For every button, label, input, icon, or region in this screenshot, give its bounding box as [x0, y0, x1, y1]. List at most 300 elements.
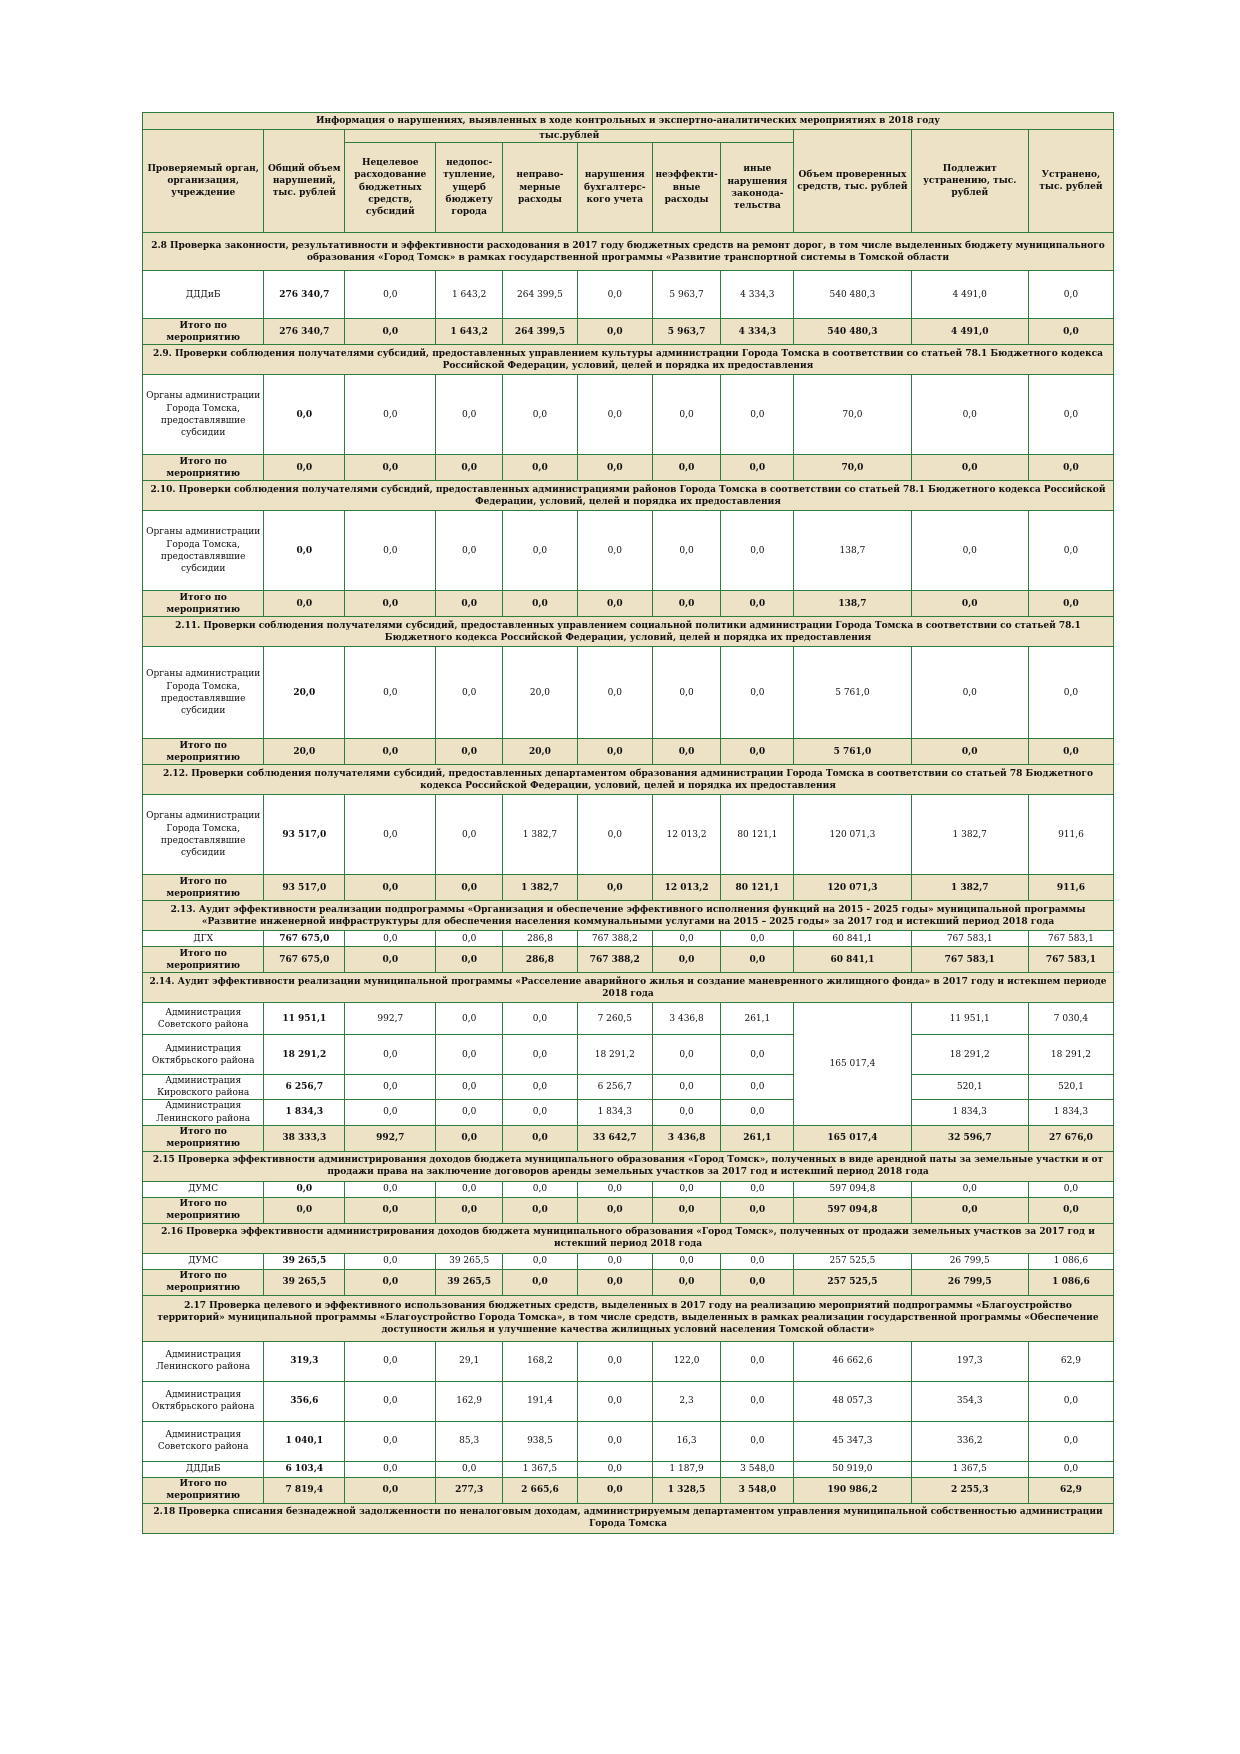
value-checked: 45 347,3	[794, 1421, 911, 1461]
value-fixed: 0,0	[1028, 511, 1113, 591]
value-improper: 191,4	[503, 1381, 578, 1421]
value-fixed: 911,6	[1028, 795, 1113, 875]
value-shortfall: 0,0	[436, 795, 503, 875]
value-total: 1 040,1	[264, 1421, 345, 1461]
section-header-row	[143, 1503, 1114, 1533]
value-shortfall: 85,3	[436, 1421, 503, 1461]
value-misuse: 0,0	[345, 511, 436, 591]
section-header-row	[143, 233, 1114, 271]
value-accounting: 0,0	[577, 875, 652, 901]
value-ineffective: 3 436,8	[652, 1003, 721, 1035]
value-ineffective: 0,0	[652, 1253, 721, 1269]
value-total: 767 675,0	[264, 947, 345, 973]
total-row	[143, 947, 1114, 973]
value-fixed: 0,0	[1028, 1461, 1113, 1477]
value-checked: 5 761,0	[794, 739, 911, 765]
value-ineffective: 0,0	[652, 375, 721, 455]
value-fixed: 1 086,6	[1028, 1269, 1113, 1295]
value-ineffective: 0,0	[652, 1181, 721, 1197]
value-checked: 138,7	[794, 511, 911, 591]
value-to-fix: 11 951,1	[911, 1003, 1028, 1035]
value-accounting: 0,0	[577, 1461, 652, 1477]
value-shortfall: 0,0	[436, 1461, 503, 1477]
value-to-fix: 18 291,2	[911, 1035, 1028, 1075]
value-improper: 0,0	[503, 1197, 578, 1223]
value-accounting: 33 642,7	[577, 1125, 652, 1151]
value-misuse: 0,0	[345, 1269, 436, 1295]
table-row	[143, 1075, 1114, 1100]
table-row	[143, 1461, 1114, 1477]
value-misuse: 0,0	[345, 1100, 436, 1125]
value-accounting: 0,0	[577, 1341, 652, 1381]
value-accounting: 0,0	[577, 647, 652, 739]
value-shortfall: 39 265,5	[436, 1269, 503, 1295]
section-title: 2.16 Проверка эффективности администрирования доходов бюджета муниципального образования «Город Томск», полученных от продажи земельных участков за 2017 год и истекший период 2018 года	[143, 1223, 1114, 1253]
table-row	[143, 1253, 1114, 1269]
value-ineffective: 3 436,8	[652, 1125, 721, 1151]
value-other: 80 121,1	[721, 795, 794, 875]
value-misuse: 0,0	[345, 1075, 436, 1100]
value-total: 93 517,0	[264, 795, 345, 875]
value-other: 0,0	[721, 1035, 794, 1075]
value-checked: 70,0	[794, 455, 911, 481]
org-cell: Администрация Октябрьского района	[143, 1035, 264, 1075]
section-header-row	[143, 1223, 1114, 1253]
value-total: 319,3	[264, 1341, 345, 1381]
violations-report	[142, 112, 1114, 1534]
value-to-fix: 0,0	[911, 1197, 1028, 1223]
table-row	[143, 1341, 1114, 1381]
section-title: 2.15 Проверка эффективности администрирования доходов бюджета муниципального образования «Город Томск», полученных в виде арендной паты за земельные участки и от продажи права на заключение договоров аренды земельных участков за 2017 год и истекший период 2018 года	[143, 1151, 1114, 1181]
value-fixed: 911,6	[1028, 875, 1113, 901]
value-fixed: 1 086,6	[1028, 1253, 1113, 1269]
value-improper: 0,0	[503, 455, 578, 481]
value-total: 6 256,7	[264, 1075, 345, 1100]
value-misuse: 0,0	[345, 931, 436, 947]
value-misuse: 0,0	[345, 1461, 436, 1477]
value-shortfall: 0,0	[436, 455, 503, 481]
value-ineffective: 0,0	[652, 739, 721, 765]
table-title: Информация о нарушениях, выявленных в ходе контрольных и экспертно-аналитических мероприятиях в 2018 году	[143, 113, 1114, 130]
table-row	[143, 1381, 1114, 1421]
value-accounting: 0,0	[577, 591, 652, 617]
value-other: 3 548,0	[721, 1461, 794, 1477]
total-row	[143, 455, 1114, 481]
value-ineffective: 0,0	[652, 1075, 721, 1100]
section-header-row	[143, 481, 1114, 511]
value-total: 767 675,0	[264, 931, 345, 947]
section-title: 2.8 Проверка законности, результативности и эффективности расходования в 2017 году бюджетных средств на ремонт дорог, в том числе выделенных бюджету муниципального образования «Город Томск» в рамках государственной программы «Развитие транспортной системы в Томской области	[143, 233, 1114, 271]
value-shortfall: 0,0	[436, 875, 503, 901]
value-ineffective: 0,0	[652, 511, 721, 591]
value-ineffective: 122,0	[652, 1341, 721, 1381]
value-total: 0,0	[264, 591, 345, 617]
value-improper: 0,0	[503, 1075, 578, 1100]
value-ineffective: 16,3	[652, 1421, 721, 1461]
value-to-fix: 0,0	[911, 375, 1028, 455]
col-header-ineffective: неэффекти-вные расходы	[652, 143, 721, 233]
value-to-fix: 4 491,0	[911, 271, 1028, 319]
col-header-misuse: Нецелевое расходование бюджетных средств, субсидий	[345, 143, 436, 233]
value-shortfall: 0,0	[436, 647, 503, 739]
value-total: 0,0	[264, 1181, 345, 1197]
value-accounting: 0,0	[577, 375, 652, 455]
value-total: 6 103,4	[264, 1461, 345, 1477]
value-shortfall: 0,0	[436, 1125, 503, 1151]
value-shortfall: 0,0	[436, 1197, 503, 1223]
table-row	[143, 931, 1114, 947]
value-shortfall: 0,0	[436, 1003, 503, 1035]
org-cell: Администрация Кировского района	[143, 1075, 264, 1100]
value-accounting: 6 256,7	[577, 1075, 652, 1100]
total-row	[143, 1125, 1114, 1151]
value-ineffective: 0,0	[652, 455, 721, 481]
value-to-fix: 520,1	[911, 1075, 1028, 1100]
value-fixed: 0,0	[1028, 591, 1113, 617]
value-improper: 1 367,5	[503, 1461, 578, 1477]
value-accounting: 18 291,2	[577, 1035, 652, 1075]
value-accounting: 0,0	[577, 1181, 652, 1197]
value-accounting: 767 388,2	[577, 947, 652, 973]
value-misuse: 0,0	[345, 1197, 436, 1223]
org-cell: ДУМС	[143, 1253, 264, 1269]
section-title: 2.10. Проверки соблюдения получателями субсидий, предоставленных администрациями районов Города Томска в соответствии со статьей 78.1 Бюджетного кодекса Российской Федерации, условий, целей и порядка их предоставления	[143, 481, 1114, 511]
value-other: 0,0	[721, 1253, 794, 1269]
org-cell: ДДДиБ	[143, 1461, 264, 1477]
value-ineffective: 5 963,7	[652, 271, 721, 319]
table-row	[143, 647, 1114, 739]
table-row	[143, 511, 1114, 591]
value-to-fix: 1 382,7	[911, 875, 1028, 901]
value-accounting: 1 834,3	[577, 1100, 652, 1125]
value-fixed: 1 834,3	[1028, 1100, 1113, 1125]
value-fixed: 0,0	[1028, 1421, 1113, 1461]
value-misuse: 0,0	[345, 1477, 436, 1503]
value-checked: 138,7	[794, 591, 911, 617]
value-misuse: 0,0	[345, 375, 436, 455]
value-total: 20,0	[264, 739, 345, 765]
value-total: 276 340,7	[264, 319, 345, 345]
checked-volume-merged-cell: 165 017,4	[794, 1003, 911, 1126]
value-to-fix: 0,0	[911, 739, 1028, 765]
value-to-fix: 0,0	[911, 647, 1028, 739]
value-ineffective: 0,0	[652, 1269, 721, 1295]
value-ineffective: 5 963,7	[652, 319, 721, 345]
value-improper: 286,8	[503, 947, 578, 973]
value-ineffective: 0,0	[652, 931, 721, 947]
org-cell: ДГХ	[143, 931, 264, 947]
value-checked: 46 662,6	[794, 1341, 911, 1381]
value-other: 0,0	[721, 455, 794, 481]
table-row	[143, 375, 1114, 455]
value-misuse: 0,0	[345, 795, 436, 875]
value-to-fix: 767 583,1	[911, 931, 1028, 947]
org-cell: ДУМС	[143, 1181, 264, 1197]
value-other: 261,1	[721, 1003, 794, 1035]
section-title: 2.11. Проверки соблюдения получателями субсидий, предоставленных управлением социальной политики администрации Города Томска в соответствии со статьей 78.1 Бюджетного кодекса Российской Федерации, условий, целей и порядка их предоставления	[143, 617, 1114, 647]
value-shortfall: 277,3	[436, 1477, 503, 1503]
value-misuse: 0,0	[345, 1341, 436, 1381]
value-checked: 5 761,0	[794, 647, 911, 739]
value-fixed: 520,1	[1028, 1075, 1113, 1100]
value-total: 0,0	[264, 455, 345, 481]
value-total: 0,0	[264, 1197, 345, 1223]
value-accounting: 0,0	[577, 271, 652, 319]
value-improper: 0,0	[503, 1253, 578, 1269]
org-cell: Администрация Советского района	[143, 1003, 264, 1035]
table-row	[143, 1421, 1114, 1461]
value-shortfall: 1 643,2	[436, 319, 503, 345]
org-cell: Администрация Ленинского района	[143, 1100, 264, 1125]
value-improper: 938,5	[503, 1421, 578, 1461]
section-header-row	[143, 765, 1114, 795]
value-misuse: 0,0	[345, 1253, 436, 1269]
value-improper: 0,0	[503, 1035, 578, 1075]
org-cell: Органы администрации Города Томска, предоставлявшие субсидии	[143, 795, 264, 875]
value-accounting: 0,0	[577, 1253, 652, 1269]
value-ineffective: 0,0	[652, 1197, 721, 1223]
org-cell: Итого по мероприятию	[143, 739, 264, 765]
table-row	[143, 1100, 1114, 1125]
section-title: 2.12. Проверки соблюдения получателями субсидий, предоставленных департаментом образования администрации Города Томска в соответствии со статьей 78 Бюджетного кодекса Российской Федерации, условий, целей и порядка их предоставления	[143, 765, 1114, 795]
col-header-improper: неправо-мерные расходы	[503, 143, 578, 233]
value-total: 20,0	[264, 647, 345, 739]
value-ineffective: 12 013,2	[652, 875, 721, 901]
total-row	[143, 1269, 1114, 1295]
value-to-fix: 0,0	[911, 591, 1028, 617]
value-improper: 0,0	[503, 591, 578, 617]
value-fixed: 62,9	[1028, 1341, 1113, 1381]
section-title: 2.14. Аудит эффективности реализации муниципальной программы «Расселение аварийного жилья и создание маневренного жилищного фонда» в 2017 году и истекшем периоде 2018 года	[143, 973, 1114, 1003]
value-improper: 0,0	[503, 1100, 578, 1125]
value-other: 0,0	[721, 647, 794, 739]
value-improper: 286,8	[503, 931, 578, 947]
value-misuse: 0,0	[345, 319, 436, 345]
value-checked: 257 525,5	[794, 1269, 911, 1295]
value-accounting: 0,0	[577, 511, 652, 591]
value-misuse: 0,0	[345, 739, 436, 765]
value-total: 38 333,3	[264, 1125, 345, 1151]
value-shortfall: 29,1	[436, 1341, 503, 1381]
value-ineffective: 0,0	[652, 1100, 721, 1125]
value-improper: 0,0	[503, 511, 578, 591]
value-ineffective: 12 013,2	[652, 795, 721, 875]
value-fixed: 0,0	[1028, 647, 1113, 739]
value-fixed: 7 030,4	[1028, 1003, 1113, 1035]
total-row	[143, 875, 1114, 901]
value-checked: 60 841,1	[794, 931, 911, 947]
value-improper: 0,0	[503, 1181, 578, 1197]
value-shortfall: 0,0	[436, 1100, 503, 1125]
value-fixed: 0,0	[1028, 1181, 1113, 1197]
col-header-other: иные нарушения законода-тельства	[721, 143, 794, 233]
section-header-row	[143, 345, 1114, 375]
section-title: 2.18 Проверка списания безнадежной задолженности по неналоговым доходам, администрируемым департаментом управления муниципальной собственностью администрации Города Томска	[143, 1503, 1114, 1533]
units-label: тыс.рублей	[345, 130, 794, 143]
org-cell: Органы администрации Города Томска, предоставлявшие субсидии	[143, 375, 264, 455]
value-checked: 597 094,8	[794, 1197, 911, 1223]
value-shortfall: 0,0	[436, 931, 503, 947]
org-cell: Органы администрации Города Томска, предоставлявшие субсидии	[143, 511, 264, 591]
value-total: 39 265,5	[264, 1269, 345, 1295]
col-header-fixed: Устранено, тыс. рублей	[1028, 130, 1113, 233]
section-header-row	[143, 1151, 1114, 1181]
table-row	[143, 1035, 1114, 1075]
value-improper: 1 382,7	[503, 875, 578, 901]
value-misuse: 0,0	[345, 647, 436, 739]
value-other: 0,0	[721, 1197, 794, 1223]
org-cell: Итого по мероприятию	[143, 319, 264, 345]
org-cell: Итого по мероприятию	[143, 1125, 264, 1151]
value-misuse: 0,0	[345, 1035, 436, 1075]
col-header-total: Общий объем нарушений, тыс. рублей	[264, 130, 345, 233]
value-improper: 0,0	[503, 375, 578, 455]
value-other: 0,0	[721, 511, 794, 591]
value-checked: 190 986,2	[794, 1477, 911, 1503]
value-other: 0,0	[721, 1381, 794, 1421]
value-improper: 1 382,7	[503, 795, 578, 875]
value-shortfall: 0,0	[436, 1075, 503, 1100]
value-improper: 2 665,6	[503, 1477, 578, 1503]
value-ineffective: 0,0	[652, 1035, 721, 1075]
value-other: 0,0	[721, 931, 794, 947]
col-header-checked: Объем проверенных средств, тыс. рублей	[794, 130, 911, 233]
value-other: 0,0	[721, 375, 794, 455]
value-other: 0,0	[721, 1075, 794, 1100]
total-row	[143, 1197, 1114, 1223]
value-checked: 540 480,3	[794, 271, 911, 319]
value-checked: 120 071,3	[794, 795, 911, 875]
col-header-org: Проверяемый орган, организация, учреждение	[143, 130, 264, 233]
value-improper: 168,2	[503, 1341, 578, 1381]
value-other: 0,0	[721, 947, 794, 973]
value-misuse: 992,7	[345, 1003, 436, 1035]
value-improper: 0,0	[503, 1125, 578, 1151]
value-to-fix: 767 583,1	[911, 947, 1028, 973]
total-row	[143, 591, 1114, 617]
org-cell: Итого по мероприятию	[143, 455, 264, 481]
col-header-to-fix: Подлежит устранению, тыс. рублей	[911, 130, 1028, 233]
value-fixed: 0,0	[1028, 319, 1113, 345]
org-cell: Администрация Ленинского района	[143, 1341, 264, 1381]
table-row	[143, 795, 1114, 875]
section-title: 2.17 Проверка целевого и эффективного использования бюджетных средств, выделенных в 2017 году на реализацию мероприятий подпрограммы «Благоустройство территорий» муниципальной программы «Благоустройство Города Томска», в том числе средств, выделенных в рамках реализации государственной программы «Обеспечение доступности жилья и улучшение качества жилищных условий населения Томской области»	[143, 1295, 1114, 1341]
value-to-fix: 336,2	[911, 1421, 1028, 1461]
org-cell: Итого по мероприятию	[143, 591, 264, 617]
value-misuse: 0,0	[345, 875, 436, 901]
value-accounting: 0,0	[577, 1421, 652, 1461]
section-title: 2.13. Аудит эффективности реализации подпрограммы «Организация и обеспечение эффективного исполнения функций на 2015 - 2025 годы» муниципальной программы «Развитие инженерной инфраструктуры для обеспечения населения коммунальными услугами на 2015 – 2025 годы» за 2017 год и истекший период 2018 года	[143, 901, 1114, 931]
value-ineffective: 2,3	[652, 1381, 721, 1421]
value-total: 39 265,5	[264, 1253, 345, 1269]
value-fixed: 18 291,2	[1028, 1035, 1113, 1075]
table-row	[143, 271, 1114, 319]
value-checked: 70,0	[794, 375, 911, 455]
value-other: 4 334,3	[721, 271, 794, 319]
value-other: 0,0	[721, 1341, 794, 1381]
value-accounting: 767 388,2	[577, 931, 652, 947]
value-fixed: 767 583,1	[1028, 931, 1113, 947]
value-total: 276 340,7	[264, 271, 345, 319]
value-to-fix: 1 367,5	[911, 1461, 1028, 1477]
value-ineffective: 0,0	[652, 591, 721, 617]
org-cell: Органы администрации Города Томска, предоставлявшие субсидии	[143, 647, 264, 739]
value-fixed: 0,0	[1028, 1381, 1113, 1421]
value-total: 11 951,1	[264, 1003, 345, 1035]
value-shortfall: 0,0	[436, 591, 503, 617]
value-to-fix: 2 255,3	[911, 1477, 1028, 1503]
value-checked: 597 094,8	[794, 1181, 911, 1197]
value-to-fix: 0,0	[911, 511, 1028, 591]
value-improper: 264 399,5	[503, 271, 578, 319]
total-row	[143, 1477, 1114, 1503]
value-to-fix: 0,0	[911, 1181, 1028, 1197]
col-header-shortfall: недопос-тупление, ущерб бюджету города	[436, 143, 503, 233]
value-accounting: 0,0	[577, 455, 652, 481]
section-header-row	[143, 617, 1114, 647]
value-improper: 20,0	[503, 647, 578, 739]
value-misuse: 992,7	[345, 1125, 436, 1151]
value-to-fix: 0,0	[911, 455, 1028, 481]
value-to-fix: 26 799,5	[911, 1253, 1028, 1269]
org-cell: Итого по мероприятию	[143, 1197, 264, 1223]
value-misuse: 0,0	[345, 1381, 436, 1421]
value-shortfall: 0,0	[436, 1035, 503, 1075]
value-total: 7 819,4	[264, 1477, 345, 1503]
value-fixed: 0,0	[1028, 1197, 1113, 1223]
value-total: 0,0	[264, 511, 345, 591]
value-ineffective: 1 187,9	[652, 1461, 721, 1477]
section-header-row	[143, 901, 1114, 931]
value-checked: 165 017,4	[794, 1125, 911, 1151]
value-ineffective: 0,0	[652, 947, 721, 973]
value-shortfall: 0,0	[436, 1181, 503, 1197]
value-to-fix: 1 382,7	[911, 795, 1028, 875]
value-to-fix: 354,3	[911, 1381, 1028, 1421]
value-fixed: 0,0	[1028, 271, 1113, 319]
value-misuse: 0,0	[345, 271, 436, 319]
value-improper: 0,0	[503, 1269, 578, 1295]
value-checked: 120 071,3	[794, 875, 911, 901]
value-accounting: 0,0	[577, 739, 652, 765]
value-fixed: 27 676,0	[1028, 1125, 1113, 1151]
value-accounting: 0,0	[577, 319, 652, 345]
value-total: 18 291,2	[264, 1035, 345, 1075]
org-cell: Итого по мероприятию	[143, 1477, 264, 1503]
value-to-fix: 32 596,7	[911, 1125, 1028, 1151]
value-fixed: 0,0	[1028, 739, 1113, 765]
value-ineffective: 0,0	[652, 647, 721, 739]
value-total: 93 517,0	[264, 875, 345, 901]
table-row	[143, 1003, 1114, 1035]
value-checked: 48 057,3	[794, 1381, 911, 1421]
value-accounting: 0,0	[577, 795, 652, 875]
section-header-row	[143, 1295, 1114, 1341]
value-fixed: 0,0	[1028, 375, 1113, 455]
value-other: 4 334,3	[721, 319, 794, 345]
value-fixed: 62,9	[1028, 1477, 1113, 1503]
value-checked: 50 919,0	[794, 1461, 911, 1477]
section-title: 2.9. Проверки соблюдения получателями субсидий, предоставленных управлением культуры администрации Города Томска в соответствии со статьей 78.1 Бюджетного кодекса Российской Федерации, условий, целей и порядка их предоставления	[143, 345, 1114, 375]
value-fixed: 767 583,1	[1028, 947, 1113, 973]
value-checked: 257 525,5	[794, 1253, 911, 1269]
value-shortfall: 1 643,2	[436, 271, 503, 319]
value-total: 0,0	[264, 375, 345, 455]
value-other: 0,0	[721, 739, 794, 765]
value-other: 0,0	[721, 1100, 794, 1125]
value-accounting: 7 260,5	[577, 1003, 652, 1035]
value-misuse: 0,0	[345, 947, 436, 973]
